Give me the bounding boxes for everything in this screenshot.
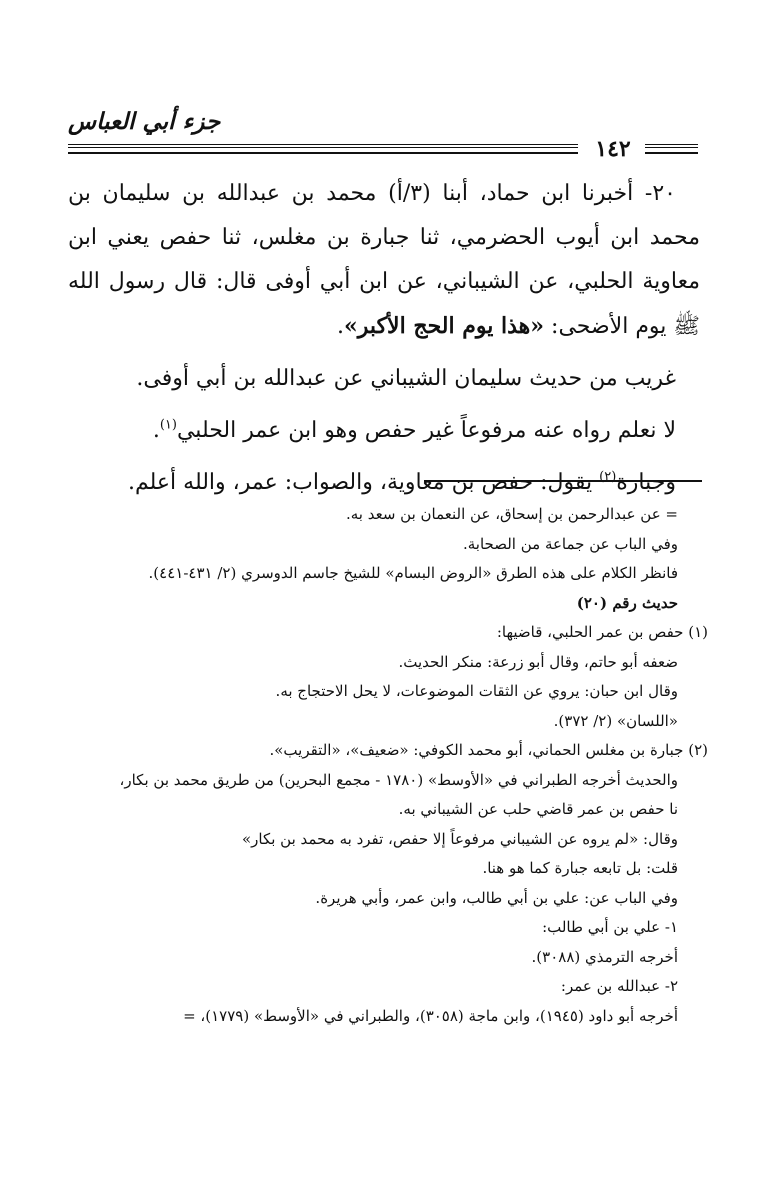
footnote-separator	[424, 480, 702, 482]
footnote-line: أخرجه الترمذي (٣٠٨٨).	[531, 947, 678, 966]
header-rule-short-lower	[645, 152, 698, 154]
footnote-heading: حديث رقم (٢٠)	[576, 593, 678, 612]
page-header	[68, 108, 698, 168]
commentary-line-3	[68, 461, 700, 505]
footnote-line: ١- علي بن أبي طالب:	[542, 918, 678, 936]
commentary-line-3-a: وجبارة	[616, 470, 676, 495]
commentary-line-1: غريب من حديث سليمان الشيباني عن عبدالله بن أبي أوفى.	[136, 366, 676, 391]
footnote-line: ضعفه أبو حاتم، وقال أبو زرعة: منكر الحديث.	[398, 652, 678, 671]
footnote-marker-2: (٢)	[599, 469, 617, 485]
hadith-paragraph: ٢٠- أخبرنا ابن حماد، أبنا (٣/أ) محمد بن عبدالله بن سليمان بن محمد ابن أيوب الحضرمي، ثنا جبارة بن مغلس، ثنا حفص يعني ابن معاوية الحلبي، عن الشيباني، عن ابن أبي أوفى قال: قال رسول الله ﷺ يوم الأضحى: «هذا يوم الحج الأكبر».	[68, 181, 700, 339]
footnote-line: وقال ابن حبان: يروي عن الثقات الموضوعات، لا يحل الاحتجاج به.	[275, 682, 678, 700]
footnote-marker-1: (١)	[159, 417, 177, 433]
footnote-line: قلت: بل تابعه جبارة كما هو هنا.	[482, 859, 678, 877]
commentary-line-2: لا نعلم رواه عنه مرفوعاً غير حفص وهو ابن عمر الحلبي$^{(١)}$.	[152, 417, 676, 443]
footnote-line: = عن عبدالرحمن بن إسحاق، عن النعمان بن سعد به.	[345, 505, 678, 523]
main-text	[68, 172, 700, 505]
footnote-line: وفي الباب عن: علي بن أبي طالب، وابن عمر، وأبي هريرة.	[315, 888, 678, 907]
header-rule	[68, 144, 578, 148]
header-rule-lower	[68, 152, 578, 154]
running-title: جزء أبي العباس	[68, 108, 221, 135]
commentary-line-3-b: يقول: حفص بن معاوية، والصواب: عمر، والله أعلم.	[128, 470, 593, 495]
footnote-line: ٢- عبدالله بن عمر:	[560, 977, 678, 995]
header-rule-short	[645, 144, 698, 148]
hadith-isnad: ٢٠- أخبرنا ابن حماد، أبنا (٣/أ) محمد بن عبدالله بن سليمان بن محمد ابن أيوب الحضرمي، ثنا جبارة بن مغلس، ثنا حفص يعني ابن معاوية الحلبي، عن الشيباني، عن ابن أبي أوفى قال: قال رسول الله ﷺ يوم الأضحى:	[68, 181, 700, 339]
footnote-line: فانظر الكلام على هذه الطرق «الروض البسام» للشيخ جاسم الدوسري (٢/ ٤٣١-٤٤١).	[148, 564, 678, 582]
footnote-line: نا حفص بن عمر قاضي حلب عن الشيباني به.	[398, 800, 678, 818]
footnotes	[58, 500, 708, 1031]
footnote-line: (١) حفص بن عمر الحلبي، قاضيها:	[496, 623, 708, 641]
footnote-line: وفي الباب عن جماعة من الصحابة.	[462, 534, 678, 553]
footnote-line: (٢) جبارة بن مغلس الحماني، أبو محمد الكوفي: «ضعيف»، «التقريب».	[269, 741, 708, 759]
hadith-matn: «هذا يوم الحج الأكبر»	[344, 313, 545, 339]
footnote-line: وقال: «لم يروه عن الشيباني مرفوعاً إلا حفص، تفرد به محمد بن بكار»	[241, 829, 678, 848]
footnote-line: «اللسان» (٢/ ٣٧٢).	[553, 711, 678, 730]
footnote-line: والحديث أخرجه الطبراني في «الأوسط» (١٧٨٠ - مجمع البحرين) من طريق محمد بن بكار،	[119, 770, 678, 789]
footnote-line: أخرجه أبو داود (١٩٤٥)، وابن ماجة (٣٠٥٨)، والطبراني في «الأوسط» (١٧٧٩)، =	[183, 1006, 678, 1025]
page-number: ١٤٢	[595, 136, 631, 162]
commentary-line-2-text: لا نعلم رواه عنه مرفوعاً غير حفص وهو ابن عمر الحلبي	[176, 418, 676, 443]
